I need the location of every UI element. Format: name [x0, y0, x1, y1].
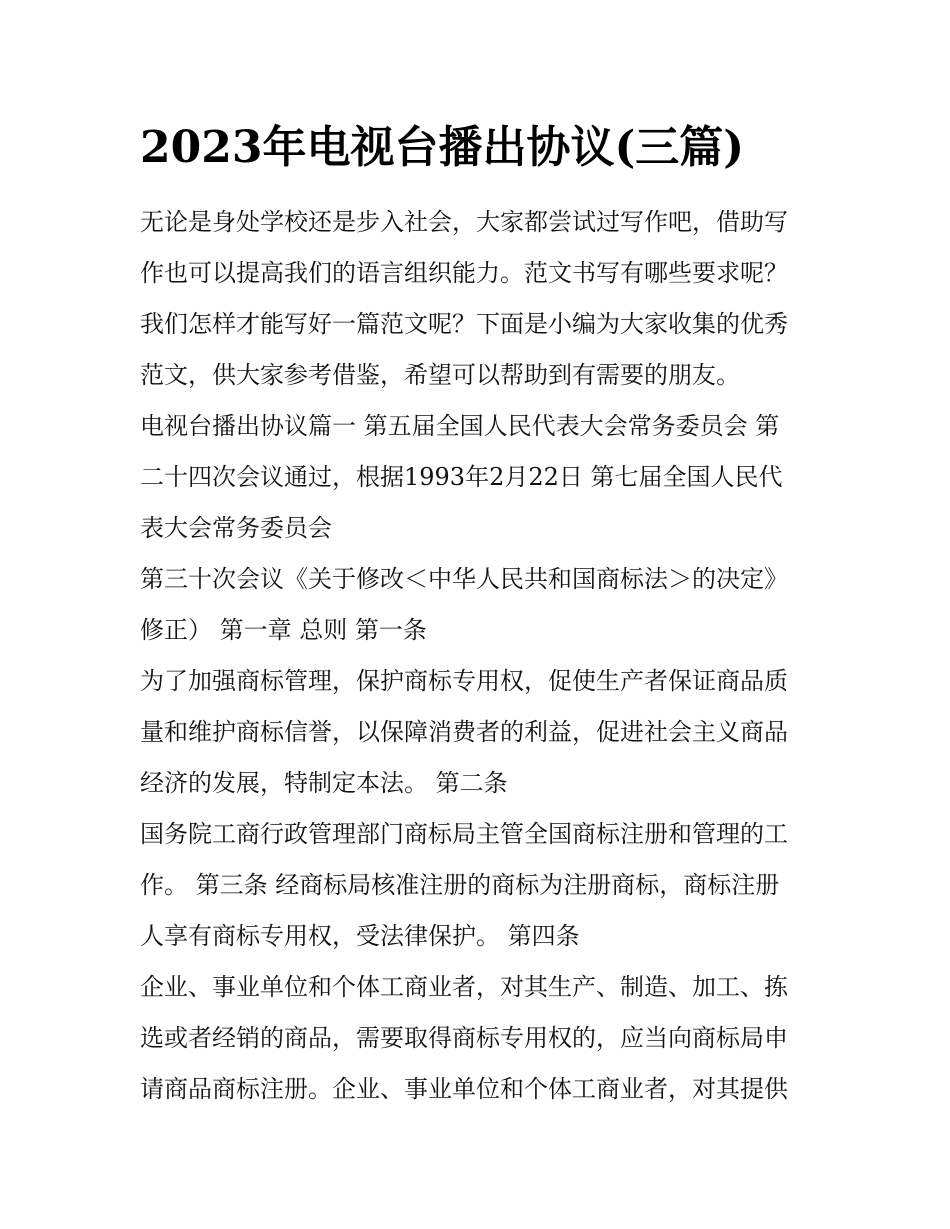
body-line: 企业、事业单位和个体工商业者，对其生产、制造、加工、拣 [140, 973, 788, 1001]
body-line: 范文，供大家参考借鉴，希望可以帮助到有需要的朋友。 [140, 361, 740, 389]
body-line: 无论是身处学校还是步入社会，大家都尝试过写作吧，借助写 [140, 208, 788, 236]
body-line: 请商品商标注册。企业、事业单位和个体工商业者，对其提供 [140, 1075, 788, 1103]
body-line: 表大会常务委员会 [140, 514, 332, 542]
document-title: 2023年电视台播出协议(三篇) [140, 122, 745, 173]
body-line: 作。 第三条 经商标局核准注册的商标为注册商标，商标注册 [140, 871, 780, 899]
body-line: 第三十次会议《关于修改＜中华人民共和国商标法＞的决定》 [140, 565, 788, 593]
body-line: 修正） 第一章 总则 第一条 [140, 616, 427, 644]
document-body [140, 197, 815, 1115]
body-line: 作也可以提高我们的语言组织能力。范文书写有哪些要求呢？ [140, 259, 788, 287]
body-line: 人享有商标专用权，受法律保护。 第四条 [140, 922, 580, 950]
body-line: 二十四次会议通过，根据1993年2月22日 第七届全国人民代 [140, 463, 783, 491]
body-line: 为了加强商标管理，保护商标专用权，促使生产者保证商品质 [140, 667, 788, 695]
body-line: 量和维护商标信誉，以保障消费者的利益，促进社会主义商品 [140, 718, 788, 746]
body-line: 电视台播出协议篇一 第五届全国人民代表大会常务委员会 第 [140, 412, 780, 440]
body-line: 我们怎样才能写好一篇范文呢？下面是小编为大家收集的优秀 [140, 310, 788, 338]
body-line: 选或者经销的商品，需要取得商标专用权的，应当向商标局申 [140, 1024, 788, 1052]
body-line: 国务院工商行政管理部门商标局主管全国商标注册和管理的工 [140, 820, 788, 848]
body-line: 经济的发展，特制定本法。 第二条 [140, 769, 508, 797]
